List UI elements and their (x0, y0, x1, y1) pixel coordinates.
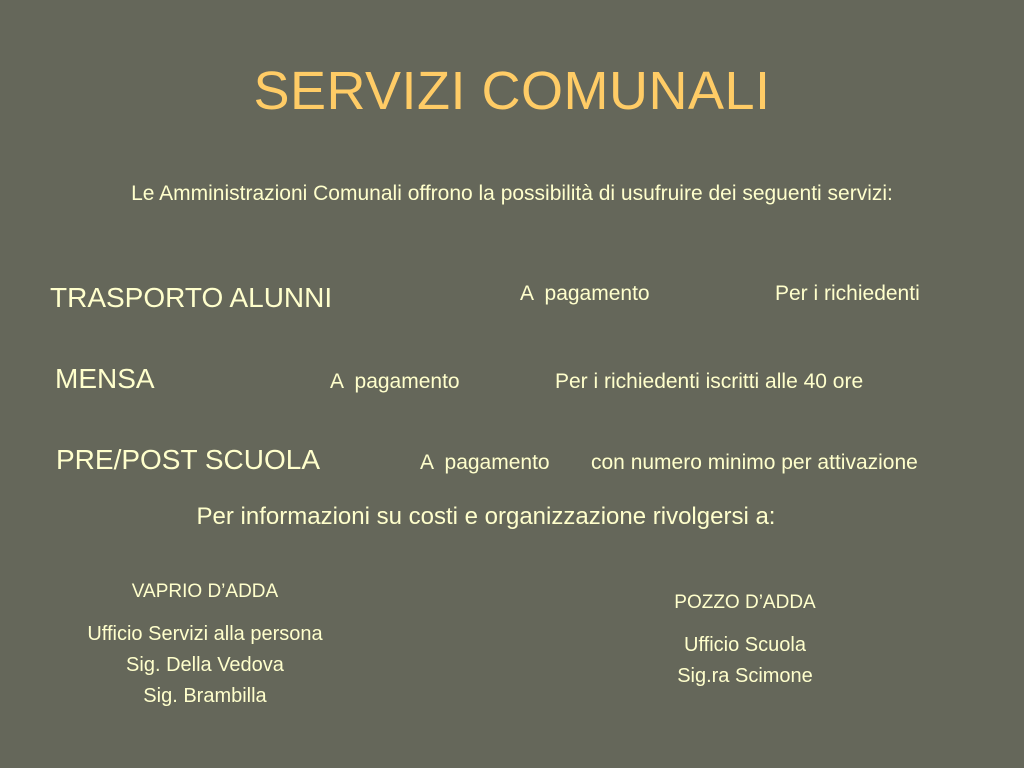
info-text: Per informazioni su costi e organizzazione rivolgersi a: (196, 503, 776, 530)
contact-pozzo (590, 587, 900, 692)
contact-town: POZZO D’ADDA (674, 592, 816, 613)
service-payment-trasporto: A pagamento (520, 282, 650, 305)
service-name-mensa: MENSA (55, 363, 155, 394)
intro-text: Le Amministrazioni Comunali offrono la possibilità di usufruire dei seguenti servizi: (131, 182, 893, 205)
contact-person: Sig. Della Vedova (126, 654, 284, 676)
contact-vaprio (45, 576, 365, 712)
service-payment-mensa: A pagamento (330, 370, 460, 393)
contact-person: Sig.ra Scimone (677, 665, 813, 687)
service-note-trasporto: Per i richiedenti (775, 282, 920, 305)
contact-town: VAPRIO D’ADDA (131, 581, 279, 602)
slide-title: SERVIZI COMUNALI (253, 61, 771, 121)
contact-office: Ufficio Scuola (684, 634, 806, 656)
service-payment-prepost: A pagamento (420, 451, 550, 474)
service-note-prepost: con numero minimo per attivazione (591, 451, 918, 474)
service-note-mensa: Per i richiedenti iscritti alle 40 ore (555, 370, 864, 393)
contact-office: Ufficio Servizi alla persona (87, 623, 323, 645)
service-name-trasporto: TRASPORTO ALUNNI (50, 282, 333, 313)
contact-person: Sig. Brambilla (143, 685, 267, 707)
service-name-prepost: PRE/POST SCUOLA (56, 444, 321, 475)
